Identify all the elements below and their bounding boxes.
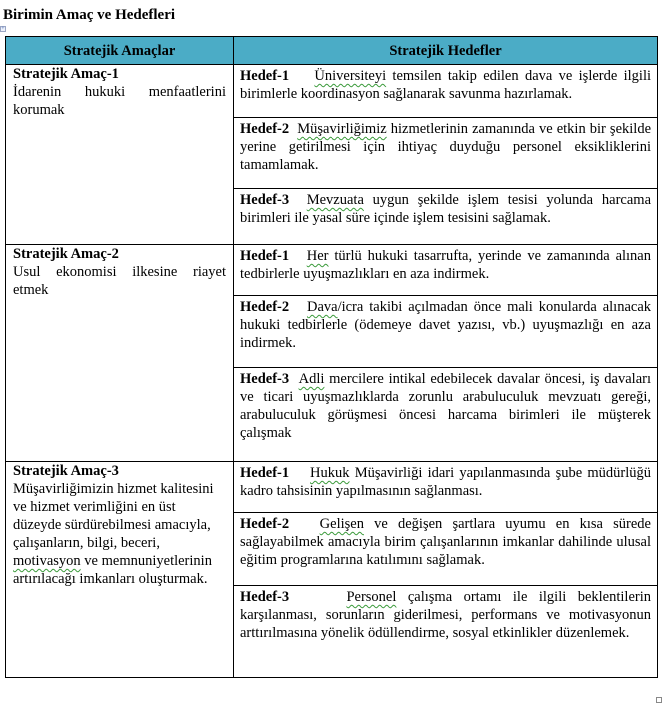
- aim-cell-1: [6, 65, 234, 245]
- goal-lead: Her: [306, 248, 329, 264]
- header-aims: Stratejik Amaçlar: [6, 37, 234, 65]
- goal-lead: Hukuk: [310, 465, 350, 481]
- goal-lead: Müşavirliğimiz: [297, 121, 387, 137]
- goal-text: /icra takibi açılmadan önce mali konularda alınacak hukuki tedbirlerle (ödemeye davet yazısı, vb.) uyuşmazlığı en aza indirmek.: [240, 299, 652, 351]
- goal-cell: [234, 189, 658, 245]
- goal-cell: [234, 118, 658, 189]
- aim-text-pre: Müşavirliğimizin hizmet kalitesini ve hizmet verimliğini en üst düzeyde sürdürebilmesi amacıyla, çalışanların, bilgi, beceri,: [13, 481, 214, 551]
- aim-title: Stratejik Amaç-1: [13, 66, 119, 82]
- goal-text: Müşavirliği idari yapılanmasında şube müdürlüğü kadro tahsisinin yapılmasının sağlanması.: [240, 465, 652, 499]
- goal-label: Hedef-2: [240, 121, 290, 137]
- goal-lead: Mevzuata: [306, 192, 364, 208]
- aim-title: Stratejik Amaç-2: [13, 246, 119, 262]
- header-goals: Stratejik Hedefler: [234, 37, 658, 65]
- goal-cell: [234, 296, 658, 368]
- goal-label: Hedef-1: [240, 465, 290, 481]
- table-resize-handle-icon[interactable]: [656, 697, 662, 703]
- aim-cell-3: [6, 462, 234, 678]
- aim-text: İdarenin hukuki menfaatlerini korumak: [13, 84, 226, 118]
- goal-cell: [234, 368, 658, 462]
- aim-title: Stratejik Amaç-3: [13, 463, 119, 479]
- aim-text: [13, 480, 226, 588]
- table-move-handle-icon[interactable]: +: [1, 26, 5, 32]
- aim-text-post: ve memnuniyetlerinin artırılacağı imkanları oluşturmak.: [13, 553, 212, 587]
- table-row: [6, 462, 658, 513]
- goal-text: hizmetlerinin zamanında ve etkin bir şekilde yerine getirilmesi için ihtiyaç duyduğu personel eksikliklerini tamamlamak.: [240, 121, 652, 173]
- goal-label: Hedef-1: [240, 248, 290, 264]
- table-row: [6, 65, 658, 118]
- aim-cell-2: [6, 245, 234, 462]
- goal-cell: [234, 65, 658, 118]
- goal-label: Hedef-3: [240, 371, 290, 387]
- goal-text: çalışma ortamı ile ilgili beklentilerin karşılanması, sorunların giderilmesi, performans ve motivasyonun arttırılmasına yönelik ödüllendirme, sosyal etkinlikler düzenlemek.: [240, 589, 651, 641]
- goal-text: uygun şekilde işlem tesisi yolunda harcama birimleri ile yasal süre içinde işlem tesisini sağlamak.: [240, 192, 652, 226]
- goal-cell: [234, 245, 658, 296]
- goal-text: türlü hukuki tasarrufta, yerinde ve zamanında alınan tedbirlerle uyuşmazlıkları en aza indirmek.: [240, 248, 651, 282]
- goal-label: Hedef-3: [240, 192, 290, 208]
- strategy-table: [5, 36, 658, 678]
- table-header-row: [6, 37, 658, 65]
- goal-lead: Gelişen: [319, 516, 364, 532]
- goal-label: Hedef-3: [240, 589, 290, 605]
- goal-lead: Personel: [346, 589, 397, 605]
- goal-lead: Üniversiteyi: [314, 68, 387, 84]
- table-row: [6, 245, 658, 296]
- goal-text: temsilen takip edilen dava ve işlerde ilgili birimlerle koordinasyon sağlanarak savunma hazırlamak.: [240, 68, 652, 102]
- goal-cell: [234, 462, 658, 513]
- document-title: Birimin Amaç ve Hedefleri: [3, 7, 176, 23]
- aim-text: Usul ekonomisi ilkesine riayet etmek: [13, 264, 226, 298]
- goal-lead: Adli: [298, 371, 325, 387]
- goal-text: ve değişen şartlara uyumu en kısa sürede sağlayabilmek amacıyla birim çalışanlarının imkanlar dahilinde ulusal eğitim programlarına katılımını sağlamak.: [240, 516, 651, 568]
- goal-cell: [234, 513, 658, 586]
- goal-label: Hedef-2: [240, 299, 290, 315]
- goal-label: Hedef-1: [240, 68, 290, 84]
- goal-text: mercilere intikal edebilecek davalar öncesi, iş davaları ve ticari uyuşmazlıklarda zorunlu arabuluculuk mevzuatı gereği, arabuluculuk görüşmesi öncesi harcama birimleri ile müşterek çalışmak: [240, 371, 651, 441]
- aim-text-flagged: motivasyon: [13, 553, 81, 569]
- goal-label: Hedef-2: [240, 516, 290, 532]
- goal-cell: [234, 586, 658, 678]
- goal-lead: Dava: [306, 299, 338, 315]
